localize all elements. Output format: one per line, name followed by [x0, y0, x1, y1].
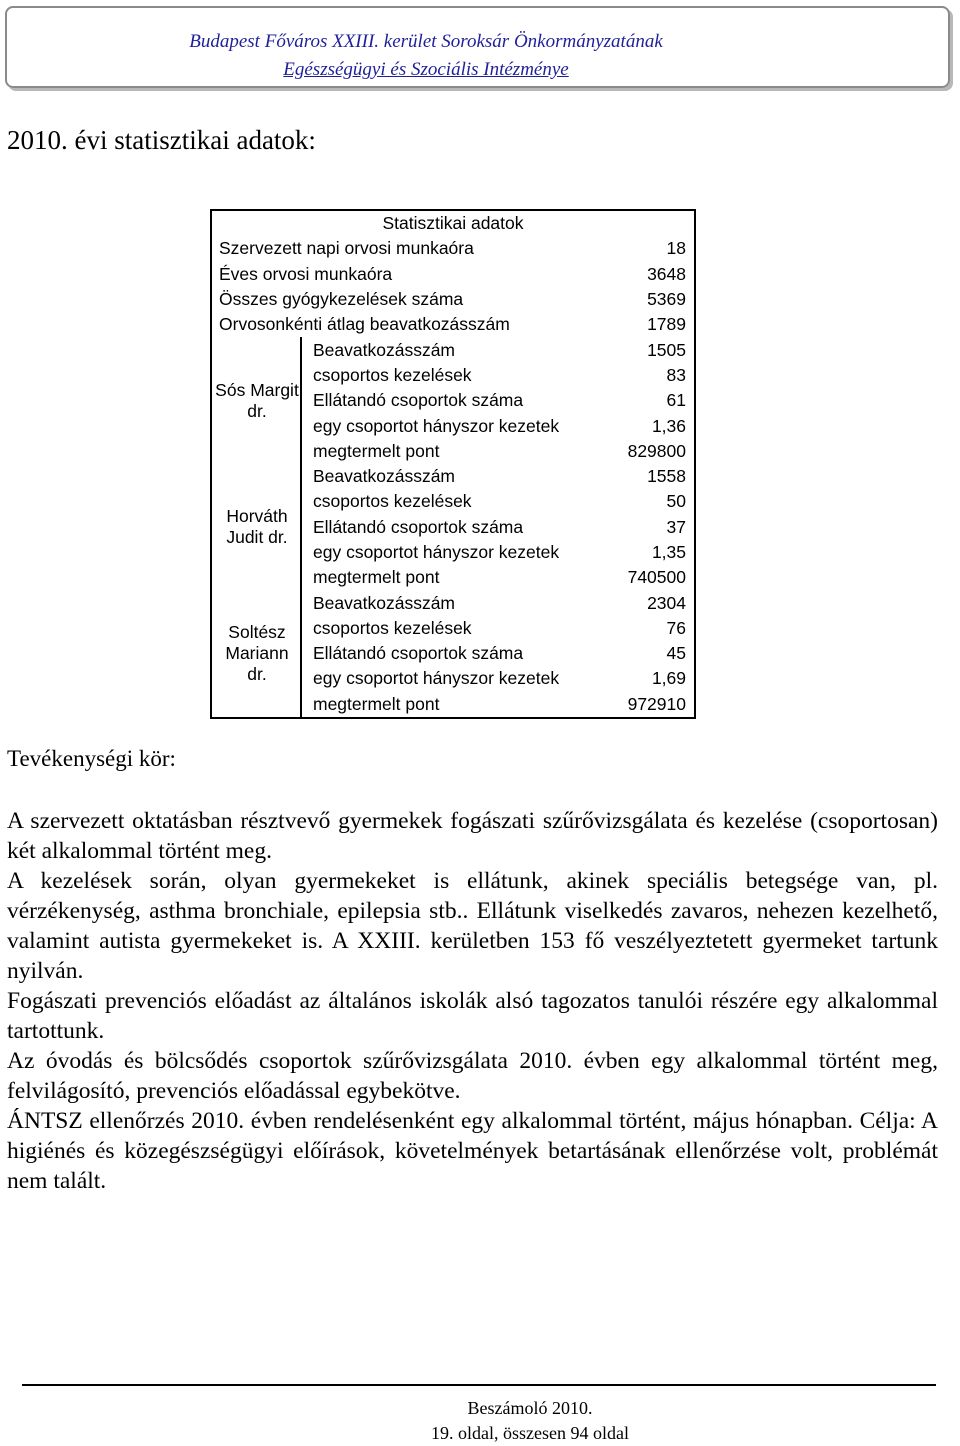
row-value: 61 [666, 390, 686, 411]
row-label: csoportos kezelések [313, 364, 472, 385]
table-title: Statisztikai adatok [382, 213, 524, 234]
institution-name-line1: Budapest Főváros XXIII. kerület Soroksár Önkormányzatának [189, 31, 663, 52]
table-row [302, 388, 694, 413]
paragraph: Az óvodás és bölcsődés csoportok szűrővizsgálata 2010. évben egy alkalommal történt meg, felvilágosító, prevenciós előadással egybekötve. [7, 1048, 938, 1104]
doctor-name: Sós Margit dr. [215, 379, 299, 421]
paragraph: Fogászati prevenciós előadást az általános iskolák alsó tagozatos tanulói részére egy alkalommal tartottunk. [7, 988, 938, 1044]
row-value: 1,69 [651, 668, 686, 689]
row-label: egy csoportot hányszor kezetek [313, 668, 560, 689]
doctor-group-horvath-judit [212, 464, 694, 590]
row-label: Összes gyógykezelések száma [219, 289, 464, 310]
table-row [302, 641, 694, 666]
row-value: 3648 [647, 263, 686, 284]
table-row [302, 616, 694, 641]
row-label: csoportos kezelések [313, 617, 472, 638]
paragraph: ÁNTSZ ellenőrzés 2010. évben rendelésenként egy alkalommal történt, május hónapban. Célja: A higiénés és közegészségügyi előírások, követelmények betartásának ellenőrzése volt, problémát nem talált. [7, 1108, 938, 1194]
row-label: Ellátandó csoportok száma [313, 516, 524, 537]
row-label: Beavatkozásszám [313, 466, 456, 487]
row-label: Ellátandó csoportok száma [313, 390, 524, 411]
row-label: megtermelt pont [313, 693, 440, 714]
row-label: Orvosonkénti átlag beavatkozásszám [219, 314, 510, 335]
table-row [302, 692, 694, 717]
row-value: 1505 [647, 339, 686, 360]
table-row [302, 666, 694, 691]
row-value: 83 [666, 364, 686, 385]
row-label: megtermelt pont [313, 567, 440, 588]
table-row [302, 489, 694, 514]
table-row [212, 236, 694, 261]
row-value: 50 [666, 491, 686, 512]
doctor-group-sos-margit [212, 337, 694, 463]
footer-page-number: 19. oldal, összesen 94 oldal [431, 1423, 629, 1443]
table-row [212, 312, 694, 337]
row-value: 45 [666, 643, 686, 664]
header-box [5, 6, 950, 88]
row-value: 972910 [627, 693, 686, 714]
institution-name-line2: Egészségügyi és Szociális Intézménye [283, 59, 569, 80]
table-row [212, 287, 694, 312]
table-row [302, 464, 694, 489]
row-label: Éves orvosi munkaóra [219, 263, 393, 284]
row-value: 1,35 [651, 542, 686, 562]
footer-report-title: Beszámoló 2010. [467, 1398, 593, 1418]
table-row [302, 590, 694, 615]
table-row [302, 565, 694, 590]
paragraph: A kezelések során, olyan gyermekeket is ellátunk, akinek speciális betegsége van, pl. vérzékenység, asthma bronchiale, epilepsia stb.. Ellátunk viselkedés zavaros, nehezen kezelhető, valamint autista gyermekeket is. A XXIII. kerületben 153 fő veszélyeztetett gyermeket tartunk nyilván. [7, 868, 938, 984]
page-heading: 2010. évi statisztikai adatok: [7, 125, 316, 155]
body-text [7, 806, 938, 1196]
row-value: 2304 [647, 592, 686, 613]
statistics-table [210, 209, 696, 719]
table-row [302, 439, 694, 464]
row-label: Szervezett napi orvosi munkaóra [219, 238, 474, 259]
activity-label: Tevékenységi kör: [7, 746, 176, 771]
table-row [302, 363, 694, 388]
row-value: 1789 [647, 314, 686, 335]
table-row [302, 337, 694, 362]
row-label: csoportos kezelések [313, 491, 472, 512]
doctor-group-soltesz-mariann [212, 590, 694, 716]
row-label: egy csoportot hányszor kezetek [313, 415, 560, 436]
row-label: megtermelt pont [313, 440, 440, 461]
row-value: 76 [666, 617, 686, 638]
row-label: Beavatkozásszám [313, 592, 456, 613]
row-value: 18 [666, 238, 686, 259]
table-row [302, 540, 694, 565]
row-value: 5369 [647, 289, 686, 310]
table-row [302, 515, 694, 540]
row-label: Beavatkozásszám [313, 339, 456, 360]
row-value: 1558 [647, 466, 686, 487]
table-row [212, 262, 694, 287]
institution-header [126, 28, 726, 84]
row-value: 740500 [627, 567, 686, 588]
row-label: Ellátandó csoportok száma [313, 643, 524, 664]
row-label: egy csoportot hányszor kezetek [313, 542, 560, 562]
paragraph: A szervezett oktatásban résztvevő gyermekek fogászati szűrővizsgálata és kezelése (csoportosan) két alkalommal történt meg. [7, 808, 938, 864]
footer-divider [22, 1384, 936, 1386]
row-value: 1,36 [651, 415, 686, 436]
row-value: 829800 [627, 440, 686, 461]
doctor-name: Soltész Mariann dr. [225, 622, 289, 685]
doctor-name: Horváth Judit dr. [226, 506, 288, 548]
page-footer [260, 1396, 800, 1446]
row-value: 37 [666, 516, 686, 537]
table-row [302, 413, 694, 438]
